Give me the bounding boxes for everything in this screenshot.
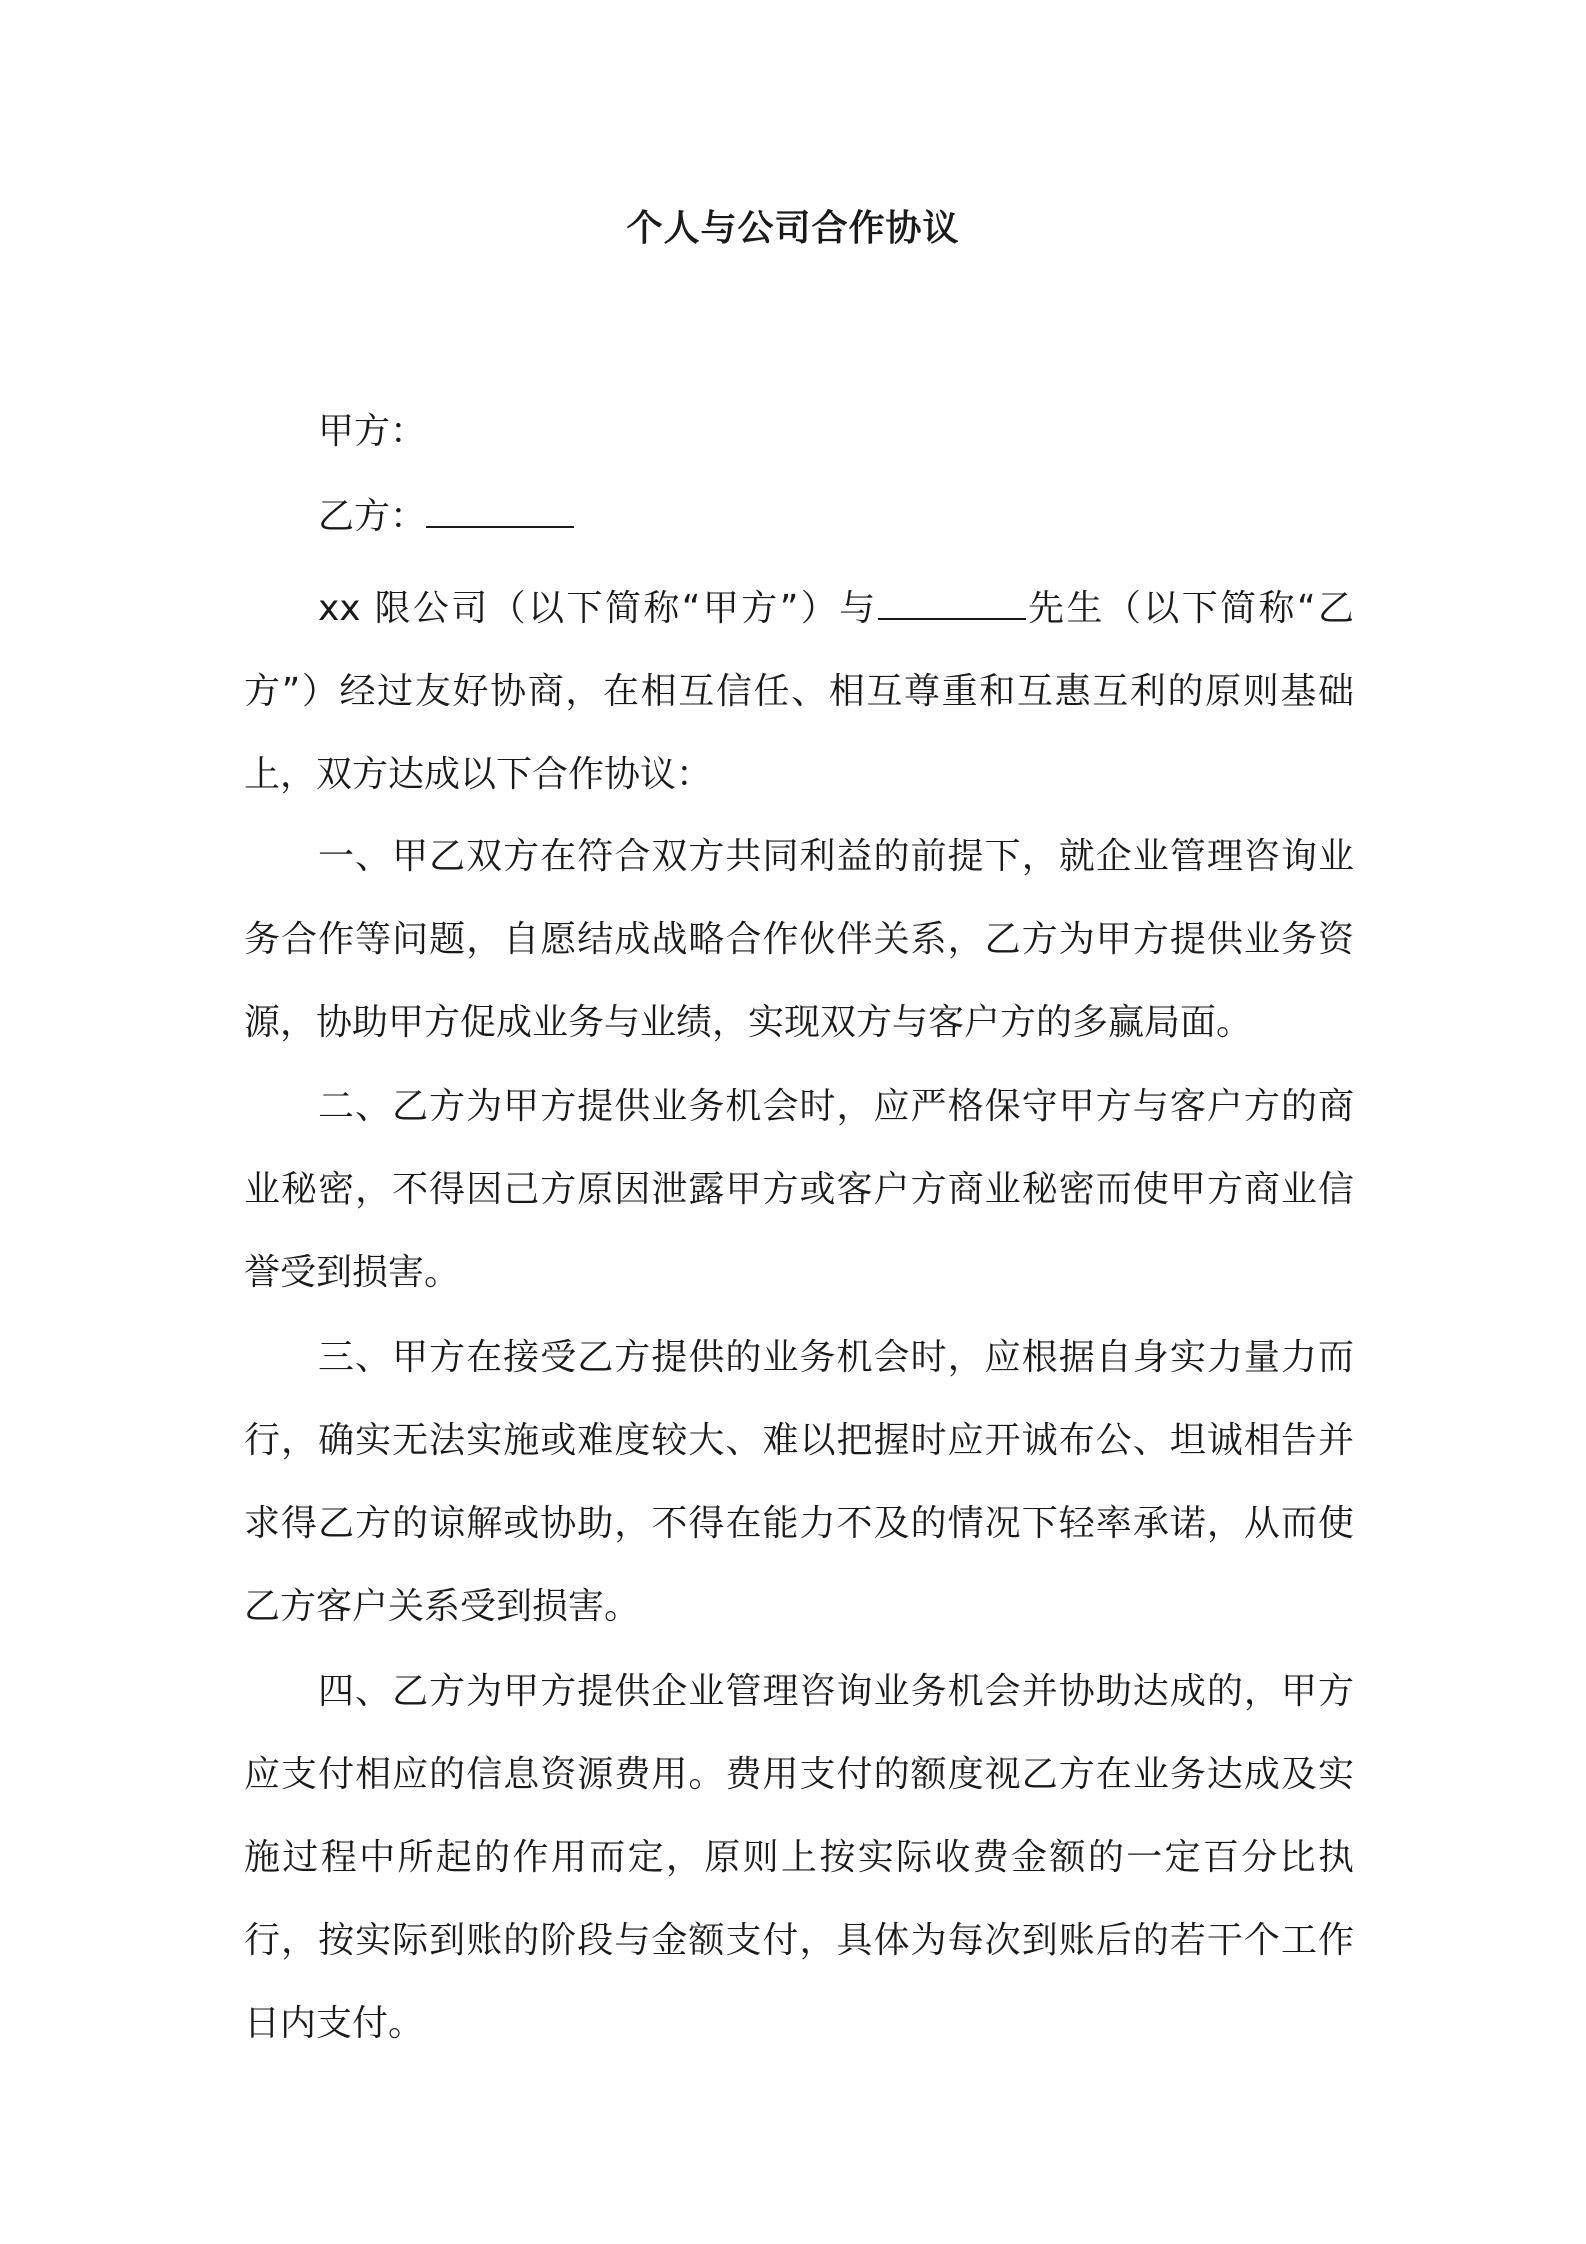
party-a-label: 甲方： — [318, 411, 427, 452]
intro-part2: 先生（以下简称“乙方”）经过友好协商，在相互信任、相互尊重和互惠互利的原则基础上，双方达成以下合作协议： — [244, 588, 1355, 795]
clause-4: 四、乙方为甲方提供企业管理咨询业务机会并协助达成的，甲方应支付相应的信息资源费用。费用支付的额度视乙方在业务达成及实施过程中所起的作用而定，原则上按实际收费金额的一定百分比执行，按实际到账的阶段与金额支付，具体为每次到账后的若干个工作日内支付。 — [244, 1671, 1354, 2044]
party-b-line — [318, 490, 574, 541]
intro-part1: xx 限公司（以下简称“甲方”）与 — [318, 588, 878, 629]
party-a-line — [318, 408, 426, 456]
name-blank — [878, 582, 1026, 620]
intro-paragraph — [244, 567, 1354, 816]
clause-2: 二、乙方为甲方提供业务机会时，应严格保守甲方与客户方的商业秘密，不得因己方原因泄露甲方或客户方商业秘密而使甲方商业信誉受到损害。 — [244, 1086, 1354, 1293]
document-title: 个人与公司合作协议 — [626, 208, 960, 249]
party-b-blank — [426, 490, 574, 528]
clause-1: 一、甲乙双方在符合双方共同利益的前提下，就企业管理咨询业务合作等问题，自愿结成战略合作伙伴关系，乙方为甲方提供业务资源，协助甲方促成业务与业绩，实现双方与客户方的多赢局面。 — [244, 836, 1354, 1043]
party-b-label: 乙方： — [318, 496, 427, 537]
clause-3: 三、甲方在接受乙方提供的业务机会时，应根据自身实力量力而行，确实无法实施或难度较大、难以把握时应开诚布公、坦诚相告并求得乙方的谅解或协助，不得在能力不及的情况下轻率承诺，从而使乙方客户关系受到损害。 — [244, 1337, 1354, 1627]
